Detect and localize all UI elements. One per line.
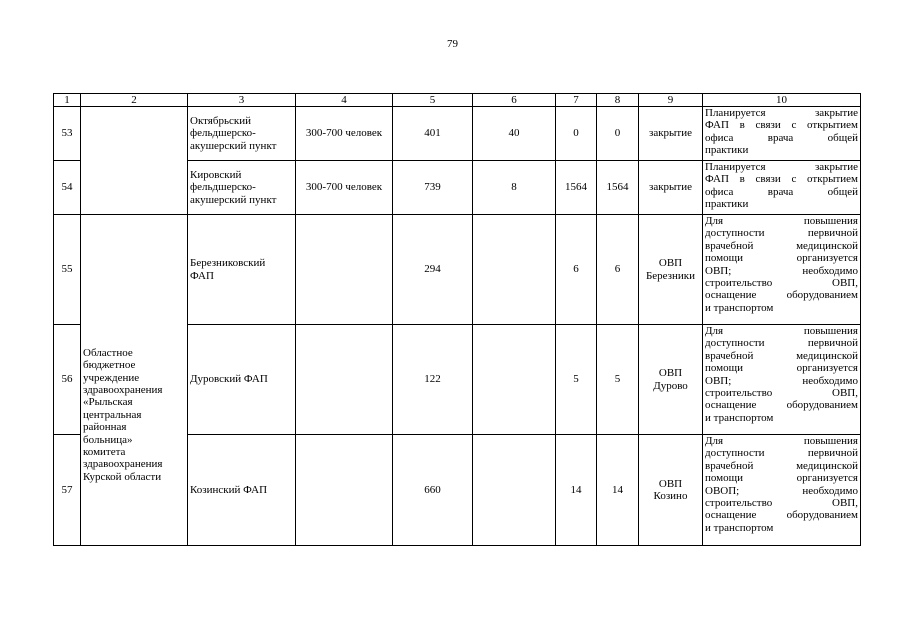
col8-value: 6 xyxy=(597,215,639,325)
action: закрытие xyxy=(639,107,703,161)
header-cell: 7 xyxy=(556,94,597,107)
note: Для повышения доступности первичной врачебной медицинской помощи организуется ОВОП; необходимо строительство ОВП, оснащение оборудованием и транспортом xyxy=(703,435,861,546)
note: Планируется закрытие ФАП в связи с открытием офиса врача общей практики xyxy=(703,161,861,215)
col7-value: 0 xyxy=(556,107,597,161)
org-cell-empty xyxy=(81,107,188,215)
col5-value: 739 xyxy=(393,161,473,215)
header-cell: 4 xyxy=(296,94,393,107)
header-cell: 2 xyxy=(81,94,188,107)
col6-value xyxy=(473,215,556,325)
col7-value: 14 xyxy=(556,435,597,546)
header-cell: 5 xyxy=(393,94,473,107)
org-name: Областное бюджетное учреждение здравоохранения «Рыльская центральная районная больница» комитета здравоохранения Курской области xyxy=(81,215,188,546)
facility-name: Кировский фельдшерско- акушерский пункт xyxy=(188,161,296,215)
note: Для повышения доступности первичной врачебной медицинской помощи организуется ОВП; необходимо строительство ОВП, оснащение оборудованием и транспортом xyxy=(703,325,861,435)
note: Для повышения доступности первичной врачебной медицинской помощи организуется ОВП; необходимо строительство ОВП, оснащение оборудованием и транспортом xyxy=(703,215,861,325)
col8-value: 0 xyxy=(597,107,639,161)
col5-value: 294 xyxy=(393,215,473,325)
header-cell: 6 xyxy=(473,94,556,107)
header-cell: 1 xyxy=(54,94,81,107)
col6-value: 40 xyxy=(473,107,556,161)
header-row xyxy=(54,94,861,107)
facility-name: Козинский ФАП xyxy=(188,435,296,546)
action: ОВП Березники xyxy=(639,215,703,325)
table-row xyxy=(54,107,861,161)
population xyxy=(296,435,393,546)
row-number: 53 xyxy=(54,107,81,161)
action: ОВП Козино xyxy=(639,435,703,546)
header-cell: 9 xyxy=(639,94,703,107)
population xyxy=(296,215,393,325)
row-number: 57 xyxy=(54,435,81,546)
header-cell: 8 xyxy=(597,94,639,107)
facility-name: Березниковский ФАП xyxy=(188,215,296,325)
col5-value: 122 xyxy=(393,325,473,435)
col7-value: 5 xyxy=(556,325,597,435)
col5-value: 401 xyxy=(393,107,473,161)
action: закрытие xyxy=(639,161,703,215)
row-number: 56 xyxy=(54,325,81,435)
col8-value: 5 xyxy=(597,325,639,435)
note: Планируется закрытие ФАП в связи с открытием офиса врача общей практики xyxy=(703,107,861,161)
population: 300-700 человек xyxy=(296,107,393,161)
data-table xyxy=(53,93,861,546)
population xyxy=(296,325,393,435)
facility-name: Октябрьский фельдшерско- акушерский пункт xyxy=(188,107,296,161)
col7-value: 1564 xyxy=(556,161,597,215)
header-cell: 3 xyxy=(188,94,296,107)
facility-name: Дуровский ФАП xyxy=(188,325,296,435)
col8-value: 1564 xyxy=(597,161,639,215)
page-number: 79 xyxy=(447,38,458,50)
population: 300-700 человек xyxy=(296,161,393,215)
table-row xyxy=(54,215,861,325)
col6-value: 8 xyxy=(473,161,556,215)
col8-value: 14 xyxy=(597,435,639,546)
row-number: 54 xyxy=(54,161,81,215)
row-number: 55 xyxy=(54,215,81,325)
col7-value: 6 xyxy=(556,215,597,325)
col5-value: 660 xyxy=(393,435,473,546)
col6-value xyxy=(473,435,556,546)
header-cell: 10 xyxy=(703,94,861,107)
action: ОВП Дурово xyxy=(639,325,703,435)
col6-value xyxy=(473,325,556,435)
